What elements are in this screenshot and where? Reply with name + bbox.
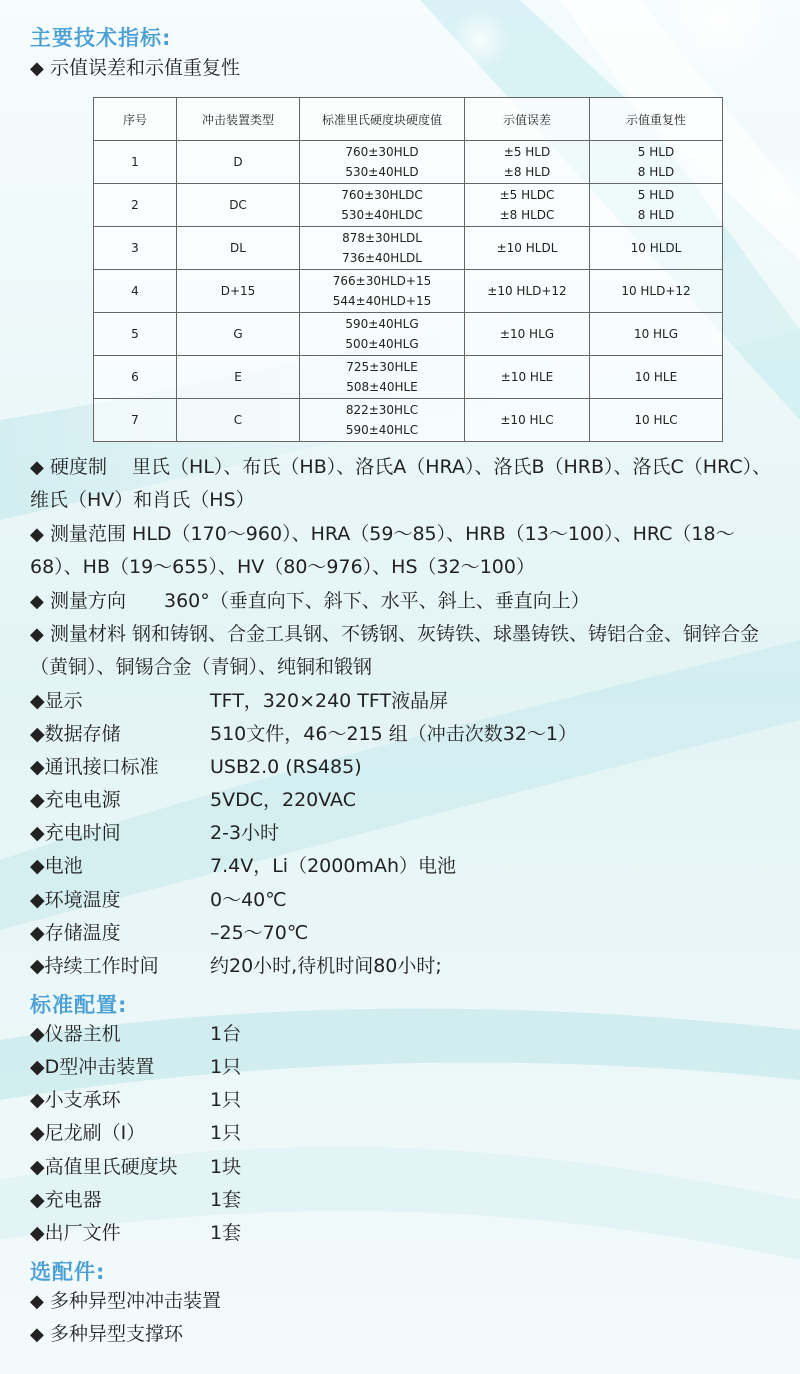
cell-error: ±10 HLC: [465, 399, 590, 442]
cell-repeat: 10 HLD+12: [590, 270, 723, 313]
cell-no: 3: [94, 227, 177, 270]
cell-values: 725±30HLE 508±40HLE: [300, 356, 465, 399]
cell-no: 7: [94, 399, 177, 442]
col-header-values: 标准里氏硬度块硬度值: [300, 98, 465, 141]
diamond-icon: ◆: [30, 457, 44, 478]
cell-no: 4: [94, 270, 177, 313]
cell-error: ±5 HLD ±8 HLD: [465, 141, 590, 184]
config-label: 出厂文件: [44, 1222, 121, 1244]
diamond-icon: ◆: [30, 822, 45, 844]
spec-value: –25～70℃: [210, 922, 309, 944]
diamond-icon: ◆: [30, 1156, 45, 1178]
main-specs-heading: 主要技术指标:: [30, 26, 172, 50]
spec-label: 通讯接口标准: [44, 756, 159, 778]
diamond-icon: ◆: [30, 1189, 45, 1211]
cell-type: G: [177, 313, 300, 356]
col-header-type: 冲击装置类型: [177, 98, 300, 141]
spec-label: 显示: [44, 690, 83, 712]
cell-values: 760±30HLD 530±40HLD: [300, 141, 465, 184]
spec-value: USB2.0 (RS485): [210, 756, 362, 778]
diamond-icon: ◆: [30, 889, 45, 911]
table-row: [94, 399, 723, 442]
config-label: 高值里氏硬度块: [44, 1156, 178, 1178]
cell-repeat: 5 HLD 8 HLD: [590, 184, 723, 227]
cell-type: C: [177, 399, 300, 442]
cell-type: D: [177, 141, 300, 184]
config-label: 充电器: [44, 1189, 102, 1211]
measurement-direction-paragraph: ◆ 测量方向 360°（垂直向下、斜下、水平、斜上、垂直向上）: [30, 585, 780, 618]
spec-label: 数据存储: [44, 723, 121, 745]
diamond-icon: ◆: [30, 58, 44, 79]
spec-value: 约20小时,待机时间80小时;: [210, 955, 442, 977]
config-qty: 1只: [210, 1089, 242, 1111]
col-header-repeat: 示值重复性: [590, 98, 723, 141]
diamond-icon: ◆: [30, 922, 45, 944]
config-qty: 1块: [210, 1156, 242, 1178]
table-row: [94, 227, 723, 270]
cell-no: 6: [94, 356, 177, 399]
config-label: 仪器主机: [44, 1023, 121, 1045]
cell-error: ±10 HLD+12: [465, 270, 590, 313]
config-qty: 1只: [210, 1122, 242, 1144]
spec-label: 电池: [44, 855, 83, 877]
cell-values: 590±40HLG 500±40HLG: [300, 313, 465, 356]
spec-value: 5VDC，220VAC: [210, 789, 356, 811]
config-qty: 1套: [210, 1222, 242, 1244]
table-row: [94, 356, 723, 399]
optional-item: ◆ 多种异型支撑环: [30, 1318, 780, 1351]
cell-type: DC: [177, 184, 300, 227]
cell-no: 1: [94, 141, 177, 184]
cell-type: DL: [177, 227, 300, 270]
spec-value: TFT，320×240 TFT液晶屏: [210, 690, 449, 712]
table-row: [94, 313, 723, 356]
spec-label: 持续工作时间: [44, 955, 159, 977]
cell-no: 2: [94, 184, 177, 227]
cell-values: 766±30HLD+15 544±40HLD+15: [300, 270, 465, 313]
config-label: D型冲击装置: [44, 1056, 155, 1078]
cell-values: 878±30HLDL 736±40HLDL: [300, 227, 465, 270]
measurement-range-paragraph: ◆ 测量范围 HLD（170～960）、HRA（59～85）、HRB（13～100）、HRC（18～68）、HB（19～655）、HV（80～976）、HS（32～100）: [30, 518, 780, 584]
spec-value: 0～40℃: [210, 889, 287, 911]
accuracy-table: [93, 97, 723, 442]
cell-type: E: [177, 356, 300, 399]
diamond-icon: ◆: [30, 955, 45, 977]
spec-label: 存储温度: [44, 922, 121, 944]
diamond-icon: ◆: [30, 1056, 45, 1078]
diamond-icon: ◆: [30, 624, 44, 645]
table-row: [94, 184, 723, 227]
config-qty: 1套: [210, 1189, 242, 1211]
standard-config-heading: 标准配置:: [30, 993, 128, 1017]
cell-repeat: 5 HLD 8 HLD: [590, 141, 723, 184]
diamond-icon: ◆: [30, 1089, 45, 1111]
spec-label: 充电时间: [44, 822, 121, 844]
cell-error: ±10 HLG: [465, 313, 590, 356]
spec-label: 充电电源: [44, 789, 121, 811]
cell-values: 822±30HLC 590±40HLC: [300, 399, 465, 442]
cell-error: ±10 HLE: [465, 356, 590, 399]
cell-repeat: 10 HLG: [590, 313, 723, 356]
cell-repeat: 10 HLC: [590, 399, 723, 442]
accuracy-title: ◆ 示值误差和示值重复性: [30, 52, 780, 85]
config-qty: 1台: [210, 1023, 242, 1045]
diamond-icon: ◆: [30, 1324, 44, 1345]
diamond-icon: ◆: [30, 1222, 45, 1244]
diamond-icon: ◆: [30, 855, 45, 877]
cell-repeat: 10 HLE: [590, 356, 723, 399]
diamond-icon: ◆: [30, 1122, 45, 1144]
diamond-icon: ◆: [30, 756, 45, 778]
diamond-icon: ◆: [30, 1291, 44, 1312]
col-header-no: 序号: [94, 98, 177, 141]
diamond-icon: ◆: [30, 591, 44, 612]
col-header-error: 示值误差: [465, 98, 590, 141]
cell-values: 760±30HLDC 530±40HLDC: [300, 184, 465, 227]
table-row: [94, 141, 723, 184]
spec-value: 2-3小时: [210, 822, 280, 844]
spec-value: 510文件，46～215 组（冲击次数32～1）: [210, 723, 578, 745]
cell-error: ±10 HLDL: [465, 227, 590, 270]
diamond-icon: ◆: [30, 789, 45, 811]
config-label: 尼龙刷（I）: [44, 1122, 146, 1144]
spec-value: 7.4V，Li（2000mAh）电池: [210, 855, 456, 877]
diamond-icon: ◆: [30, 524, 44, 545]
optional-heading: 选配件:: [30, 1260, 106, 1284]
diamond-icon: ◆: [30, 690, 45, 712]
materials-paragraph: ◆ 测量材料 钢和铸钢、合金工具钢、不锈钢、灰铸铁、球墨铸铁、铸铝合金、铜锌合金（黄铜）、铜锡合金（青铜）、纯铜和锻钢: [30, 618, 780, 684]
table-header-row: [94, 98, 723, 141]
config-label: 小支承环: [44, 1089, 121, 1111]
spec-label: 环境温度: [44, 889, 121, 911]
diamond-icon: ◆: [30, 723, 45, 745]
hardness-scale-paragraph: ◆ 硬度制 里氏（HL）、布氏（HB）、洛氏A（HRA）、洛氏B（HRB）、洛氏C（HRC）、维氏（HV）和肖氏（HS）: [30, 451, 780, 517]
config-qty: 1只: [210, 1056, 242, 1078]
optional-item: ◆ 多种异型冲冲击装置: [30, 1285, 780, 1318]
cell-type: D+15: [177, 270, 300, 313]
cell-repeat: 10 HLDL: [590, 227, 723, 270]
cell-no: 5: [94, 313, 177, 356]
cell-error: ±5 HLDC ±8 HLDC: [465, 184, 590, 227]
diamond-icon: ◆: [30, 1023, 45, 1045]
table-row: [94, 270, 723, 313]
